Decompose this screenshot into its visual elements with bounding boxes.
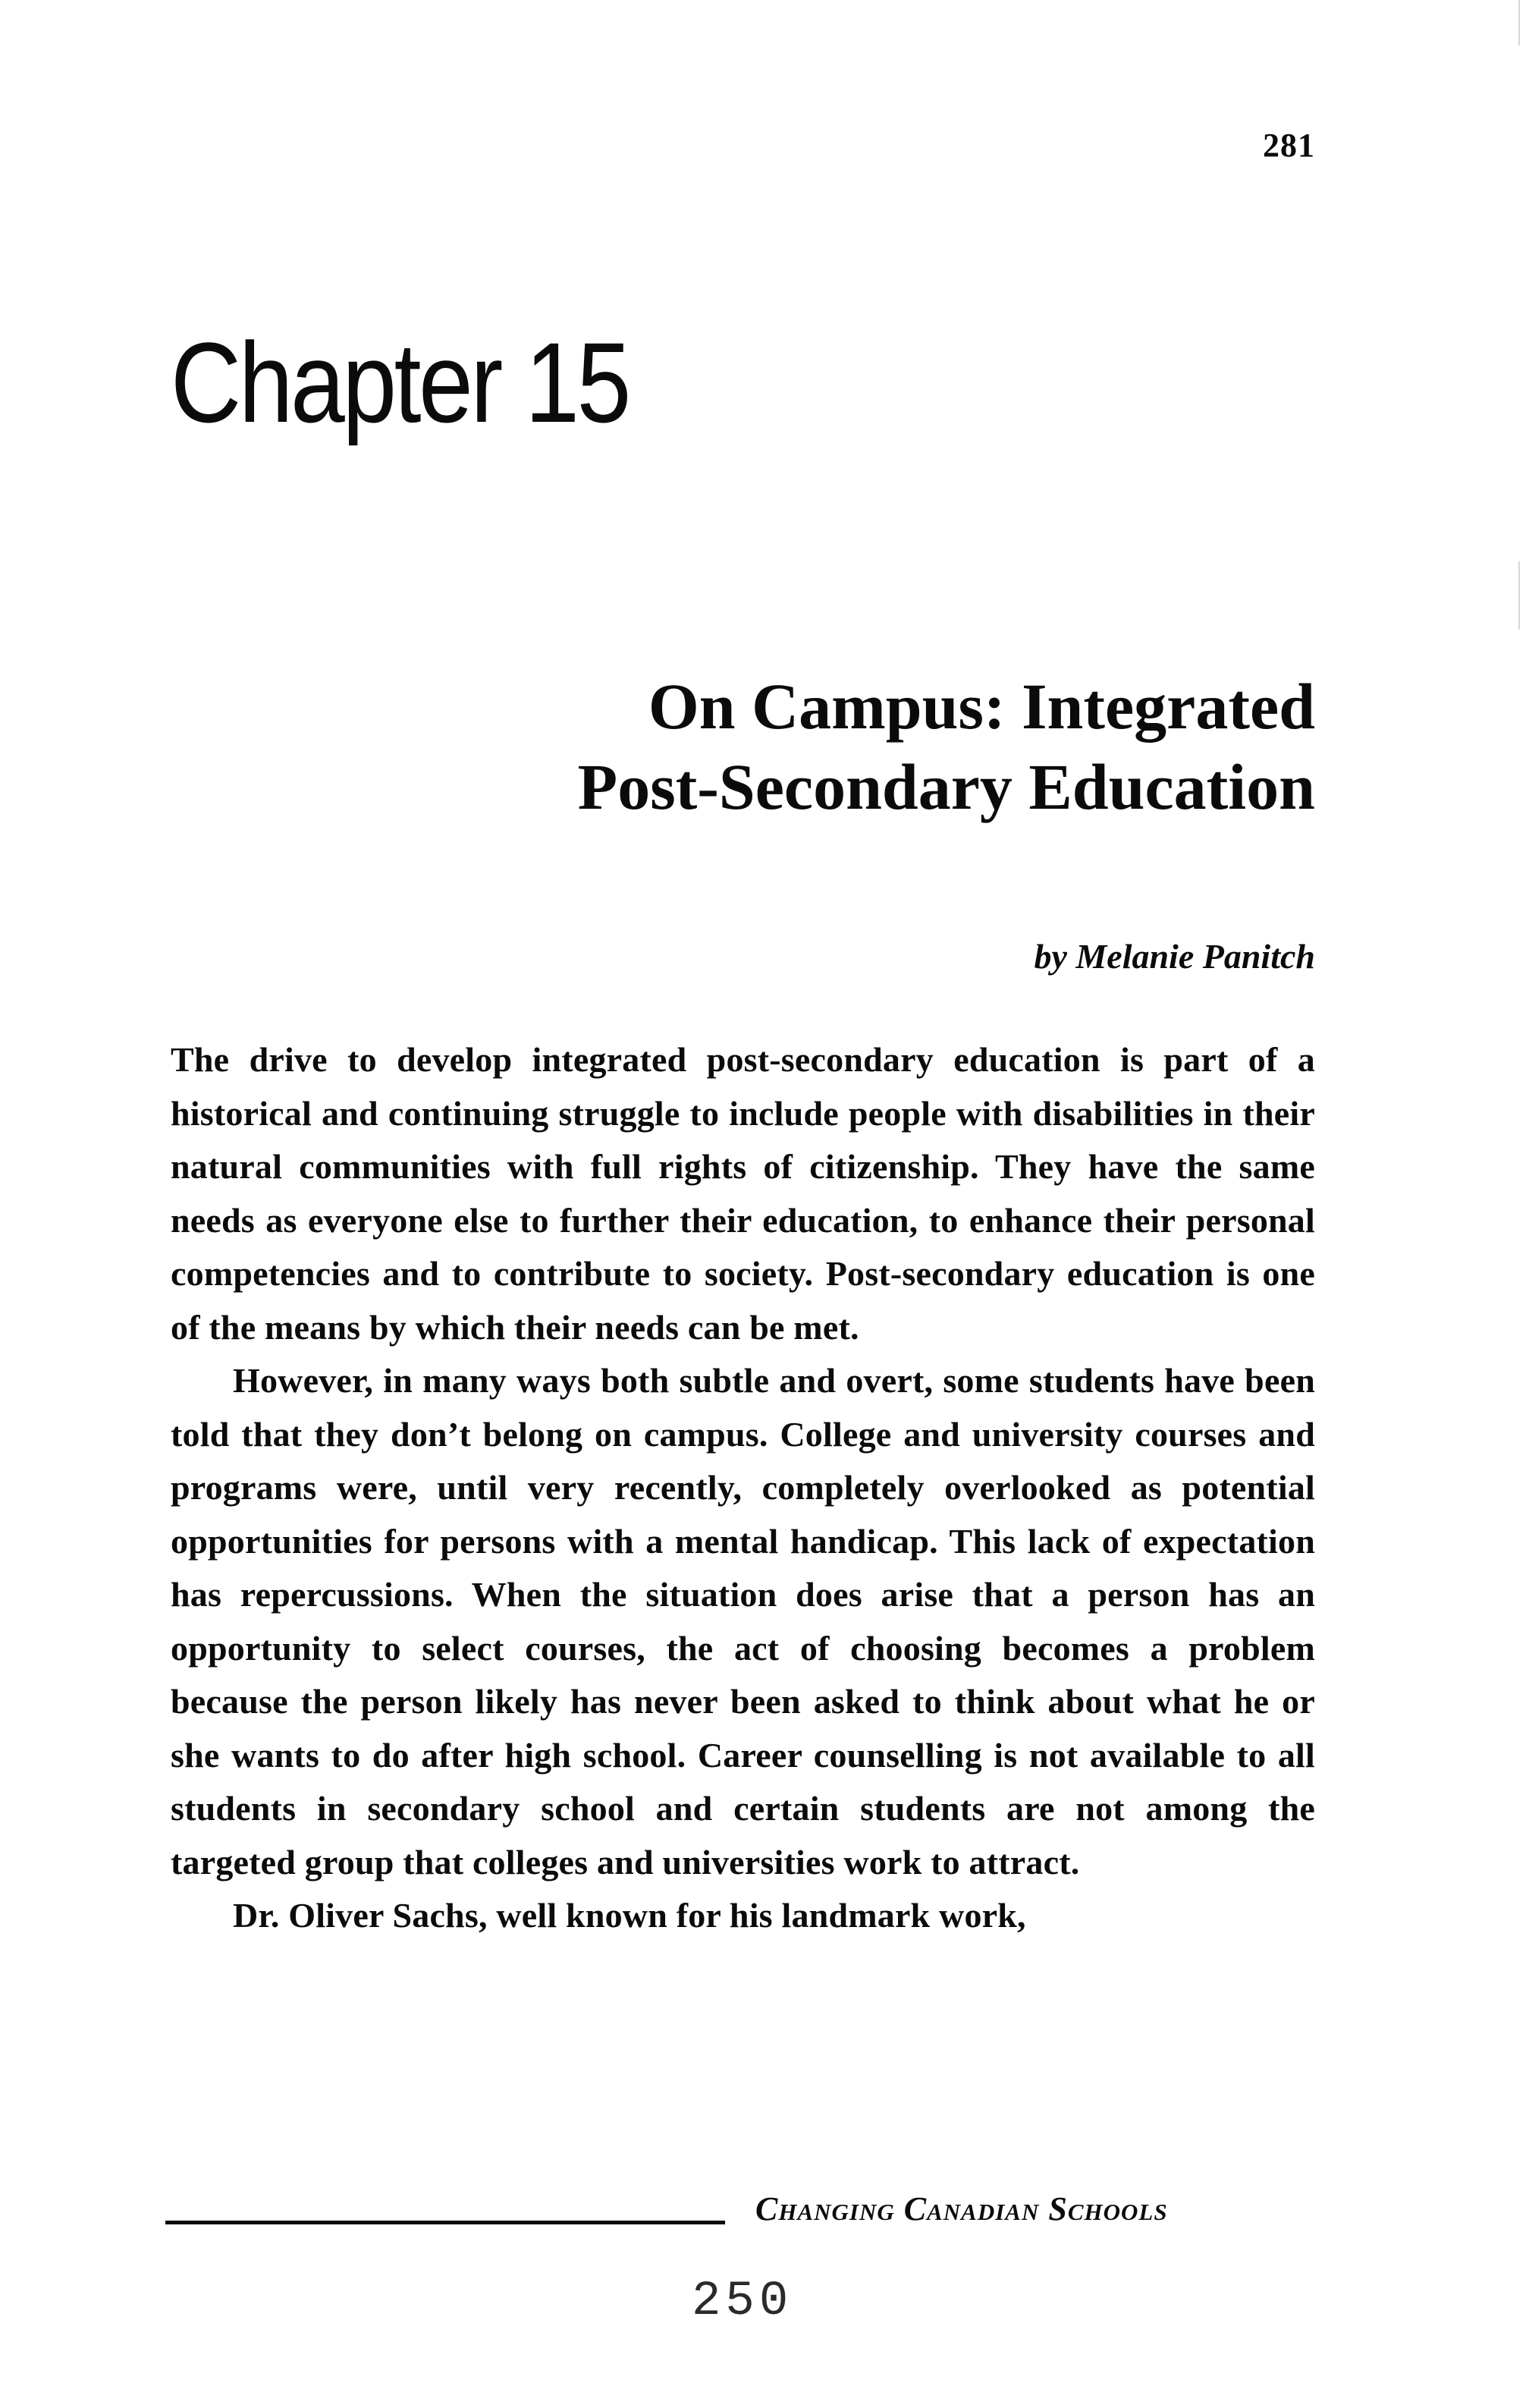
scan-edge-mark-top	[1518, 0, 1520, 46]
chapter-title	[578, 666, 1315, 827]
running-footer: Changing Canadian Schools	[755, 2190, 1168, 2227]
paragraph-1: The drive to develop integrated post-secondary education is part of a historical and continuing struggle to include people with disabilities in their natural communities with full rights of citizenship. They have the same needs as everyone else to further their education, to enhance their personal competencies and to contribute to society. Post-secondary education is one of the means by which their needs can be met.	[171, 1040, 1315, 1347]
chapter-heading: Chapter 15	[171, 319, 629, 446]
scan-edge-mark-middle	[1518, 561, 1520, 630]
chapter-title-line-1: On Campus: Integrated	[648, 670, 1315, 743]
chapter-title-line-2: Post-Secondary Education	[577, 750, 1315, 823]
footer-rule	[165, 2221, 725, 2224]
scan-page-mark: 250	[692, 2274, 793, 2329]
paragraph-2: However, in many ways both subtle and overt, some students have been told that they don’t belong on campus. College and university courses and programs were, until very recently, completely overlooked as potential opportunities for persons with a mental handicap. This lack of expectation has repercussions. When the situation does arise that a person has an opportunity to select courses, the act of choosing becomes a problem because the person likely has never been asked to think about what he or she wants to do after high school. Career counselling is not available to all students in secondary school and certain students are not among the targeted group that colleges and universities work to attract.	[171, 1361, 1315, 1881]
paragraph-3: Dr. Oliver Sachs, well known for his landmark work,	[233, 1896, 1026, 1935]
page-number: 281	[1263, 127, 1315, 164]
body-text	[171, 1033, 1315, 1943]
author-byline: by Melanie Panitch	[1034, 937, 1315, 976]
